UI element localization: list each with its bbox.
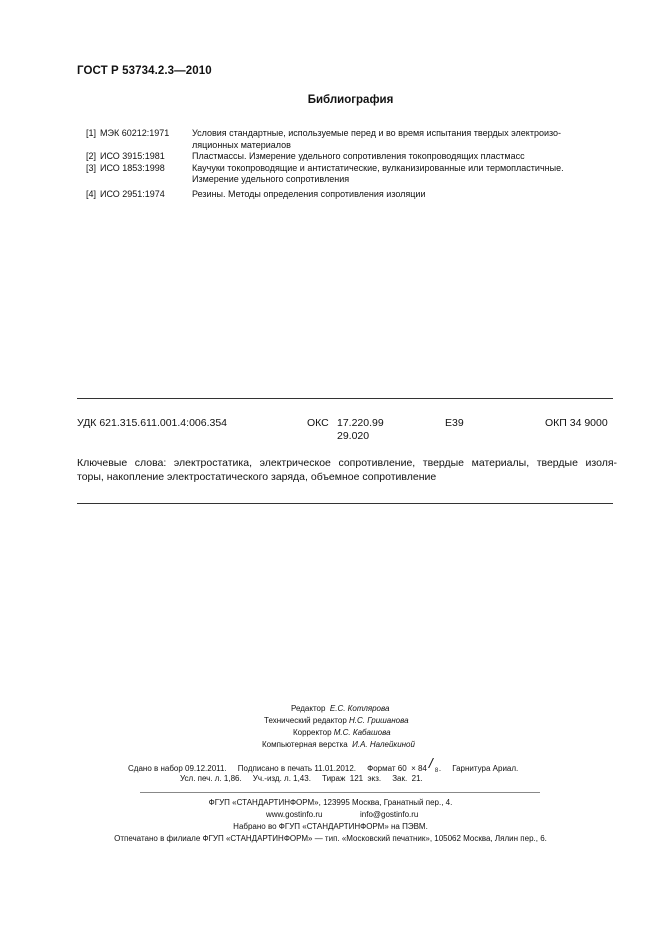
bibliography-entry <box>86 128 616 151</box>
tech-editor-label: Технический редактор <box>264 716 347 725</box>
entry-text-line: Каучуки токопроводящие и антистатические, вулканизированные или термопластичные. <box>192 162 564 173</box>
publisher-email: info@gostinfo.ru <box>360 810 419 819</box>
entry-reference: МЭК 60212:1971 <box>100 128 170 138</box>
bibliography-list <box>86 128 616 200</box>
entry-reference: ИСО 1853:1998 <box>100 162 165 173</box>
divider-bottom <box>77 503 613 504</box>
bibliography-title: Библиография <box>307 94 394 106</box>
corrector-name: М.С. Кабашова <box>333 728 391 737</box>
bibliography-title-wrap <box>0 94 661 106</box>
printing-line-2: Усл. печ. л. 1,86. Уч.-изд. л. 1,43. Тираж 121 экз. Зак. 21. <box>180 774 423 783</box>
tech-editor-name: Н.С. Гришанова <box>349 716 409 725</box>
bibliography-entry <box>86 163 616 186</box>
credit-editor <box>291 703 389 715</box>
entry-reference: ИСО 2951:1974 <box>100 188 165 199</box>
entry-number: [1] <box>86 128 97 138</box>
entry-reference: ИСО 3915:1981 <box>100 151 165 161</box>
format-fraction <box>427 755 439 774</box>
entry-text-line: ляционных материалов <box>192 139 291 150</box>
credit-layout <box>262 739 415 751</box>
document-code: ГОСТ Р 53734.2.3—2010 <box>77 65 212 77</box>
publisher-address: ФГУП «СТАНДАРТИНФОРМ», 123995 Москва, Гранатный пер., 4. <box>208 798 453 807</box>
layout-name: И.А. Налейкиной <box>352 740 415 749</box>
publisher-site: www.gostinfo.ru <box>266 810 323 819</box>
printing-dates: Сдано в набор 09.12.2011. Подписано в печать 11.01.2012. Формат 60 × 84 <box>128 764 427 773</box>
entry-text-line: Условия стандартные, используемые перед и во время испытания твердых электроизо- <box>192 128 562 138</box>
divider-imprint <box>140 792 540 793</box>
bibliography-entry <box>86 189 616 201</box>
fraction-denominator: 8 <box>434 768 439 774</box>
fraction-slash-icon: / <box>428 755 433 771</box>
layout-label: Компьютерная верстка <box>262 740 348 749</box>
divider-top <box>77 398 613 399</box>
bibliography-entry <box>86 151 616 163</box>
entry-text-line: Пластмассы. Измерение удельного сопротивления токопроводящих пластмасс <box>192 151 525 161</box>
oks-label: ОКС <box>307 417 329 429</box>
entry-number: [2] <box>86 151 97 161</box>
entry-text-line: Резины. Методы определения сопротивления изоляции <box>192 188 426 199</box>
editor-label: Редактор <box>291 704 326 713</box>
editor-name: Е.С. Котлярова <box>329 704 390 713</box>
keywords-line-1: Ключевые слова: электростатика, электрическое сопротивление, твердые материалы, твердые изоля- <box>77 457 617 469</box>
publisher-typeset: Набрано во ФГУП «СТАНДАРТИНФОРМ» на ПЭВМ. <box>233 822 428 831</box>
entry-text-line: Измерение удельного сопротивления <box>192 174 350 184</box>
okp-code: ОКП 34 9000 <box>545 417 608 429</box>
keywords <box>77 457 617 484</box>
keywords-line-2: торы, накопление электростатического заряда, объемное сопротивление <box>77 470 437 483</box>
credit-corrector <box>293 727 391 739</box>
corrector-label: Корректор <box>293 728 332 737</box>
publisher-printed: Отпечатано в филиале ФГУП «СТАНДАРТИНФОРМ» — тип. «Московский печатник», 105062 Москва, Лялин пер., 6. <box>114 834 547 843</box>
udk-code: УДК 621.315.611.001.4:006.354 <box>77 417 228 429</box>
entry-number: [4] <box>86 188 97 199</box>
oks-code-2: 29.020 <box>337 430 370 442</box>
entry-number: [3] <box>86 162 97 173</box>
e-code: Е39 <box>445 417 464 429</box>
credit-tech-editor <box>264 715 409 727</box>
oks-code-1: 17.220.99 <box>337 417 384 429</box>
printing-typeface: . Гарнитура Ариал. <box>438 764 519 773</box>
